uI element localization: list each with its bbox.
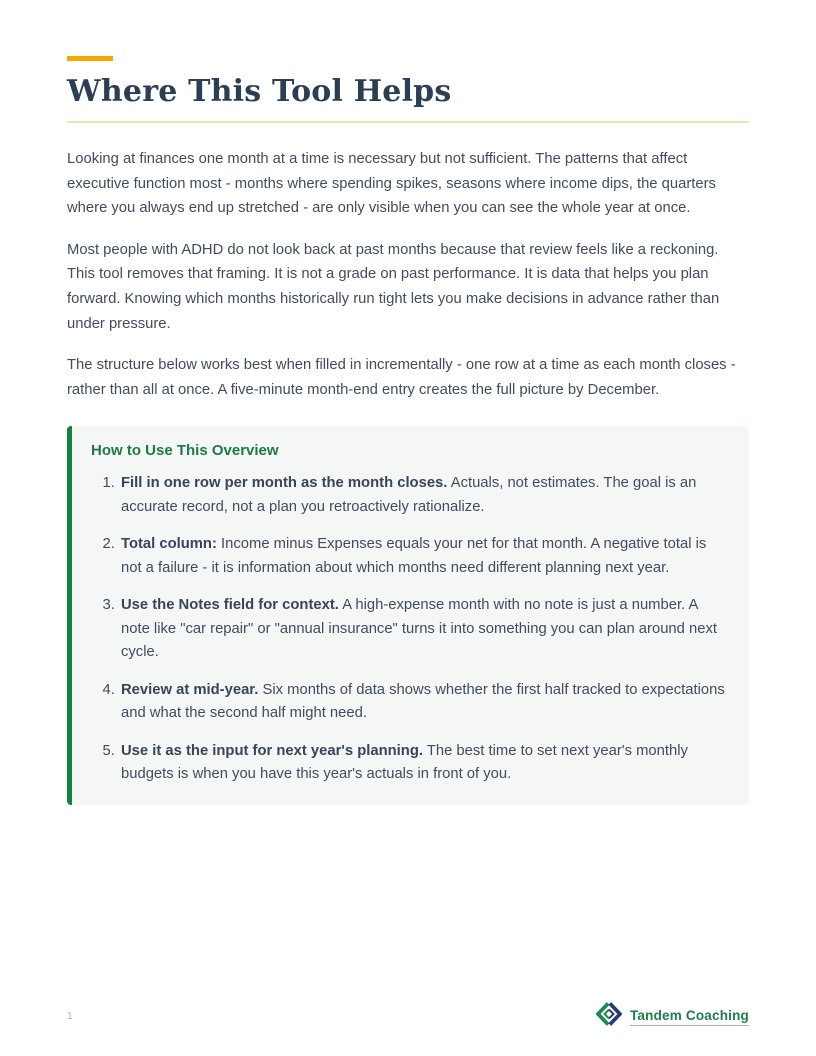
paragraph-2: Most people with ADHD do not look back at past months because that review feels like a reckoning. This tool removes that framing. It is not a grade on past performance. It is data that helps you plan forward. Knowing which months historically run tight lets you make decisions in advance rather than under pressure. bbox=[67, 241, 720, 332]
list-item-text: The best time to set next year's monthly budgets is when you have this year's actuals in front of you. bbox=[121, 742, 688, 783]
list-item-lead: Use it as the input for next year's planning. bbox=[121, 742, 423, 759]
list-item-text: Actuals, not estimates. The goal is an accurate record, not a plan you retroactively rationalize. bbox=[121, 475, 697, 515]
list-item bbox=[119, 740, 725, 787]
brand-name: Tandem Coaching bbox=[630, 1008, 749, 1026]
tandem-diamond-icon bbox=[596, 1001, 622, 1032]
page-title: Where This Tool Helps bbox=[67, 74, 452, 109]
list-item-lead: Total column: bbox=[121, 536, 217, 553]
callout-heading: How to Use This Overview bbox=[91, 442, 279, 460]
how-to-use-callout bbox=[67, 426, 749, 805]
list-item bbox=[119, 472, 725, 519]
list-item-text: Six months of data shows whether the first half tracked to expectations and what the second half might need. bbox=[121, 681, 725, 722]
intro-paragraphs bbox=[67, 147, 749, 402]
title-divider bbox=[67, 121, 749, 123]
list-item-text: A high-expense month with no note is just a number. A note like "car repair" or "annual insurance" turns it into something you can plan around next cycle. bbox=[121, 597, 717, 661]
callout-list bbox=[91, 472, 725, 787]
list-item bbox=[119, 533, 725, 580]
list-item bbox=[119, 679, 725, 726]
page-content bbox=[67, 56, 749, 805]
list-item bbox=[119, 594, 725, 665]
paragraph-3: The structure below works best when filled in incrementally - one row at a time as each month closes - rather than all at once. A five-minute month-end entry creates the full picture by December. bbox=[67, 357, 736, 398]
page-footer bbox=[67, 1001, 749, 1032]
list-item-lead: Review at mid-year. bbox=[121, 681, 259, 698]
brand-logo bbox=[596, 1001, 749, 1032]
accent-bar bbox=[67, 56, 113, 61]
page-number: 1 bbox=[67, 1011, 73, 1022]
list-item-lead: Fill in one row per month as the month closes. bbox=[121, 475, 448, 492]
paragraph-1: Looking at finances one month at a time is necessary but not sufficient. The patterns that affect executive function most - months where spending spikes, seasons where income dips, the quarters where you always end up stretched - are only visible when you can see the whole year at once. bbox=[67, 151, 716, 217]
list-item-text: Income minus Expenses equals your net for that month. A negative total is not a failure - it is information about which months need different planning next year. bbox=[121, 536, 707, 576]
list-item-lead: Use the Notes field for context. bbox=[121, 597, 339, 614]
